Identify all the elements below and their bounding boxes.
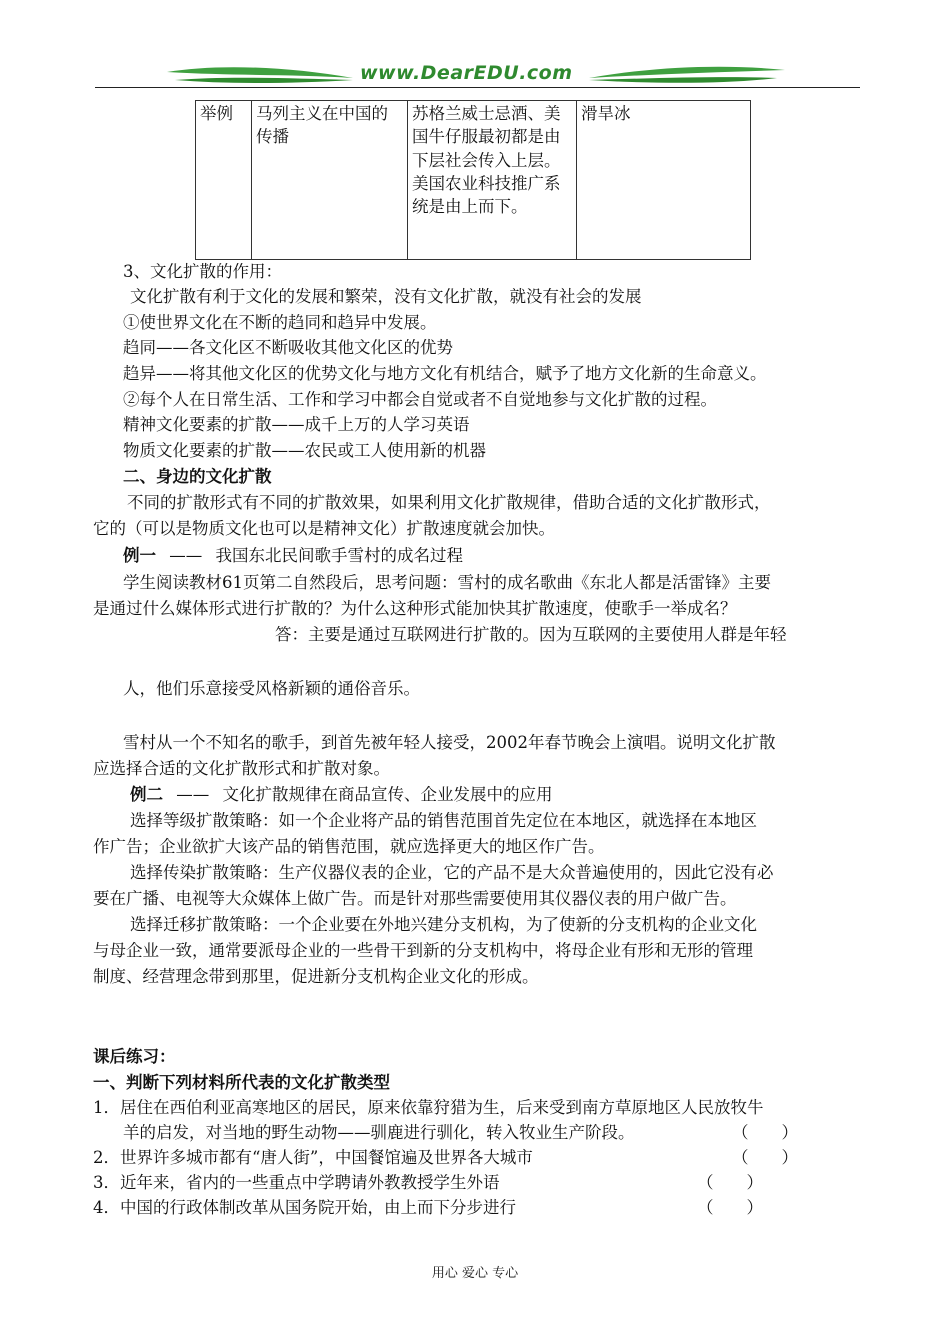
paragraph: 雪村从一个不知名的歌手，到首先被年轻人接受，2002年春节晚会上演唱。说明文化扩散 (123, 733, 776, 752)
page-footer: 用心 爱心 专心 (431, 1266, 519, 1281)
question-3: 3．近年来，省内的一些重点中学聘请外教教授学生外语 (93, 1173, 500, 1192)
paragraph: 选择迁移扩散策略：一个企业要在外地兴建分支机构，为了使新的分支机构的企业文化 (130, 915, 757, 934)
paragraph: 是通过什么媒体形式进行扩散的？为什么这种形式能加快其扩散速度，使歌手一举成名？ (93, 599, 737, 618)
example-title: 我国东北民间歌手雪村的成名过程 (215, 546, 463, 565)
answer-blank[interactable]: （ ） (732, 1123, 798, 1142)
table-cell: 马列主义在中国的传播 (252, 101, 408, 260)
site-logo: www.DearEDU.com (360, 62, 573, 84)
exercises-subheading: 一、判断下列材料所代表的文化扩散类型 (93, 1073, 390, 1092)
paragraph: 趋同——各文化区不断吸收其他文化区的优势 (123, 338, 453, 357)
answer-blank[interactable]: （ ） (697, 1198, 763, 1217)
example-2-heading (130, 784, 553, 806)
question-1: 1．居住在西伯利亚高寒地区的居民，原来依靠狩猎为生，后来受到南方草原地区人民放牧牛 (93, 1098, 764, 1117)
paragraph: 选择传染扩散策略：生产仪器仪表的企业，它的产品不是大众普遍使用的，因此它没有必 (130, 863, 774, 882)
paragraph: 它的（可以是物质文化也可以是精神文化）扩散速度就会加快。 (93, 519, 555, 538)
paragraph: 应选择合适的文化扩散形式和扩散对象。 (93, 759, 390, 778)
paragraph: 作广告；企业欲扩大该产品的销售范围，就应选择更大的地区作广告。 (93, 837, 605, 856)
example-dash: —— (176, 785, 210, 804)
paragraph: 精神文化要素的扩散——成千上万的人学习英语 (123, 415, 470, 434)
paragraph: 选择等级扩散策略：如一个企业将产品的销售范围首先定位在本地区，就选择在本地区 (130, 811, 757, 830)
paragraph: ①使世界文化在不断的趋同和趋异中发展。 (123, 313, 437, 332)
section-title: 二、身边的文化扩散 (123, 467, 272, 486)
question-2: 2．世界许多城市都有“唐人街”，中国餐馆遍及世界各大城市 (93, 1148, 533, 1167)
answer: 人，他们乐意接受风格新颖的通俗音乐。 (123, 679, 420, 698)
section-heading: 3、文化扩散的作用： (123, 262, 282, 281)
example-table (195, 100, 751, 260)
exercises-heading: 课后练习： (93, 1047, 176, 1066)
cell-text: 苏格兰威士忌酒、美国牛仔服最初都是由下层社会传入上层。 (412, 104, 561, 170)
paragraph: 不同的扩散形式有不同的扩散效果，如果利用文化扩散规律，借助合适的文化扩散形式， (127, 493, 771, 512)
paragraph: 趋异——将其他文化区的优势文化与地方文化有机结合，赋予了地方文化新的生命意义。 (123, 364, 767, 383)
example-label: 例一 (123, 546, 156, 565)
answer-blank[interactable]: （ ） (697, 1173, 763, 1192)
leaf-left-decoration (165, 64, 355, 86)
paragraph: 学生阅读教材61页第二自然段后，思考问题：雪村的成名歌曲《东北人都是活雷锋》主要 (123, 573, 771, 592)
table-row (196, 101, 751, 260)
leaf-right-decoration (587, 64, 787, 86)
table-cell: 滑旱冰 (577, 101, 751, 260)
question-4: 4．中国的行政体制改革从国务院开始，由上而下分步进行 (93, 1198, 516, 1217)
header-rule (95, 87, 860, 88)
table-cell (408, 101, 577, 260)
answer-blank[interactable]: （ ） (732, 1148, 798, 1167)
paragraph: 与母企业一致，通常要派母企业的一些骨干到新的分支机构中，将母企业有形和无形的管理 (93, 941, 753, 960)
example-dash: —— (169, 546, 203, 565)
paragraph: ②每个人在日常生活、工作和学习中都会自觉或者不自觉地参与文化扩散的过程。 (123, 390, 717, 409)
example-1-heading (123, 545, 463, 567)
paragraph: 物质文化要素的扩散——农民或工人使用新的机器 (123, 441, 486, 460)
paragraph: 制度、经营理念带到那里，促进新分支机构企业文化的形成。 (93, 967, 539, 986)
answer: 答：主要是通过互联网进行扩散的。因为互联网的主要使用人群是年轻 (275, 625, 787, 644)
page-header (95, 60, 860, 92)
cell-text: 美国农业科技推广系统是由上而下。 (412, 173, 561, 217)
example-title: 文化扩散规律在商品宣传、企业发展中的应用 (222, 785, 553, 804)
question-1-cont: 羊的启发，对当地的野生动物——驯鹿进行驯化，转入牧业生产阶段。 (123, 1123, 635, 1142)
table-cell: 举例 (196, 101, 252, 260)
example-label: 例二 (130, 785, 163, 804)
paragraph: 文化扩散有利于文化的发展和繁荣，没有文化扩散，就没有社会的发展 (130, 287, 642, 306)
paragraph: 要在广播、电视等大众媒体上做广告。而是针对那些需要使用其仪器仪表的用户做广告。 (93, 889, 737, 908)
